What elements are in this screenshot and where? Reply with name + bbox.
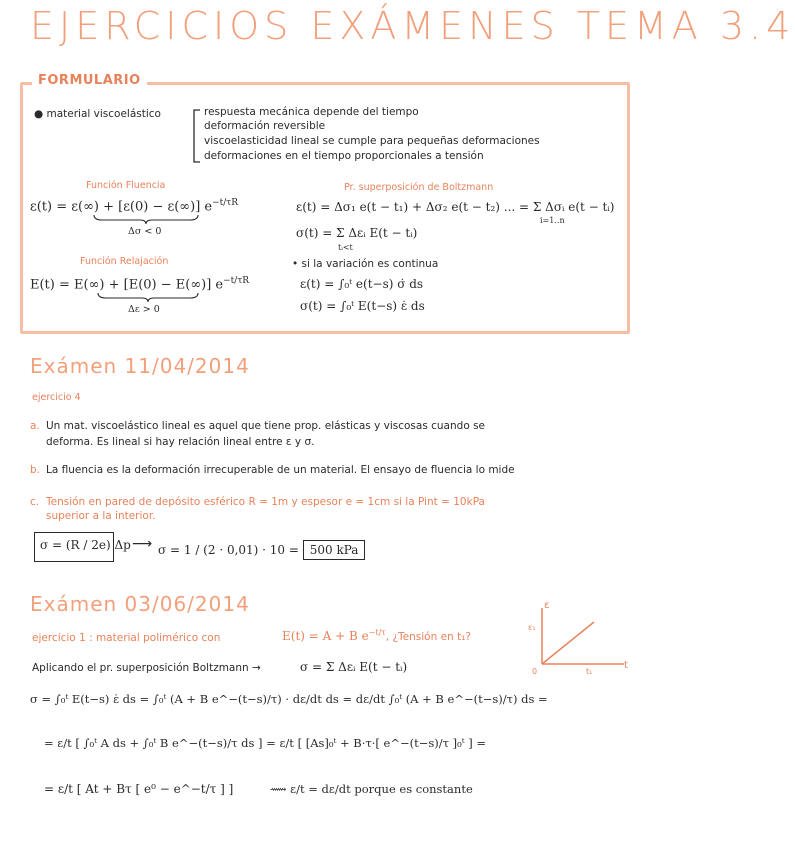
graph-y-tick: ε₁ bbox=[528, 623, 536, 632]
material-prop: viscoelasticidad lineal se cumple para pequeñas deformaciones bbox=[204, 135, 540, 147]
examen2-law: E(t) = A + B $e^{-t/\tau}$, ¿Tensión en t₁? bbox=[282, 628, 471, 643]
derivation-line-3: = ε/t [ At + Bτ [ e⁰ − e^−t/τ ] ] bbox=[44, 782, 234, 796]
fluencia-title: Función Fluencia bbox=[86, 180, 166, 191]
fluencia-condition: Δσ < 0 bbox=[128, 226, 162, 237]
material-prop: deformaciones en el tiempo proporcionales a tensión bbox=[204, 150, 484, 162]
relajacion-condition: Δε > 0 bbox=[128, 304, 160, 315]
boltzmann-eq2-limits: tᵢ<t bbox=[338, 243, 353, 252]
derivation-line-2: = ε/t [ ∫₀ᵗ A ds + ∫₀ᵗ B e^−(t−s)/τ ds ] = ε/t [ [As]₀ᵗ + B·τ·[ e^−(t−s)/τ ]₀ᵗ ] = bbox=[44, 736, 487, 750]
graph-y-label: ε bbox=[544, 600, 550, 611]
c-calc: σ = 1 / (2 · 0,01) · 10 = 500 kPa bbox=[158, 540, 365, 560]
continua-label: • si la variación es continua bbox=[292, 258, 439, 270]
strain-line bbox=[542, 622, 594, 664]
item-a-text: deforma. Es lineal si hay relación lineal entre ε y σ. bbox=[46, 436, 315, 448]
examen2-heading: Exámen 03/06/2014 bbox=[30, 592, 250, 616]
c-formula: σ = (R / 2e) Δp bbox=[40, 538, 131, 552]
relajacion-equation: E(t) = E(∞) + [E(0) − E(∞)] $e^{-t/\tau R}$ bbox=[30, 276, 250, 293]
derivation-note: ⟿ ε/t = dε/dt porque es constante bbox=[270, 782, 473, 796]
item-a-label: a. bbox=[30, 420, 40, 432]
derivation-line-1: σ = ∫₀ᵗ E(t−s) ε̇ ds = ∫₀ᵗ (A + B e^−(t−s)/τ) · dε/dt ds = dε/dt ∫₀ᵗ (A + B e^−(t−s)/τ) ds = bbox=[30, 692, 548, 706]
item-b-label: b. bbox=[30, 464, 41, 476]
item-c-text: Tensión en pared de depósito esférico R = 1m y espesor e = 1cm si la Pint = 10kPa bbox=[46, 496, 485, 508]
aplicando-equation: σ = Σ Δεᵢ E(t − tᵢ) bbox=[300, 660, 408, 674]
examen2-ejercicio: ejercicio 1 : material polimérico con bbox=[32, 632, 221, 644]
relajacion-title: Función Relajación bbox=[80, 256, 169, 267]
item-a-text: Un mat. viscoelástico lineal es aquel que tiene prop. elásticas y viscosas cuando se bbox=[46, 420, 486, 432]
formulario-label: FORMULARIO bbox=[32, 73, 147, 88]
underbrace-icon bbox=[92, 214, 200, 224]
examen1-heading: Exámen 11/04/2014 bbox=[30, 354, 250, 378]
graph-origin: 0 bbox=[532, 667, 538, 676]
underbrace-icon bbox=[96, 292, 200, 302]
c-result: 500 kPa bbox=[303, 540, 366, 560]
arrow-icon: ⟶ bbox=[132, 536, 153, 552]
brace-icon bbox=[188, 108, 202, 164]
boltzmann-eq2: σ(t) = Σ Δεᵢ E(t − tᵢ) bbox=[296, 226, 418, 240]
boltzmann-title: Pr. superposición de Boltzmann bbox=[344, 182, 494, 193]
boltzmann-sum-limits: i=1..n bbox=[540, 216, 565, 225]
examen1-ejercicio: ejercicio 4 bbox=[32, 392, 81, 403]
graph-x-tick: t₁ bbox=[586, 667, 593, 676]
continua-eq1: ε(t) = ∫₀ᵗ e(t−s) σ̇ ds bbox=[300, 277, 424, 291]
page-title: EJERCICIOS EXÁMENES TEMA 3.4 bbox=[30, 4, 795, 48]
item-c-label: c. bbox=[30, 496, 40, 508]
material-prop: deformación reversible bbox=[204, 120, 326, 132]
item-b-text: La fluencia es la deformación irrecuperable de un material. El ensayo de fluencia lo mide bbox=[46, 464, 515, 476]
material-label: ● material viscoelástico bbox=[34, 108, 161, 120]
graph-x-label: t bbox=[624, 660, 628, 671]
fluencia-equation: ε(t) = ε(∞) + [ε(0) − ε(∞)] $e^{-t/\tau R}$ bbox=[30, 198, 239, 215]
continua-eq2: σ(t) = ∫₀ᵗ E(t−s) ε̇ ds bbox=[300, 299, 425, 313]
strain-time-graph bbox=[528, 598, 632, 676]
boltzmann-eq1: ε(t) = Δσ₁ e(t − t₁) + Δσ₂ e(t − t₂) ... = Σ Δσᵢ e(t − tᵢ) bbox=[296, 200, 615, 214]
item-c-text: superior a la interior. bbox=[46, 510, 156, 522]
aplicando-text: Aplicando el pr. superposición Boltzmann → bbox=[32, 662, 261, 674]
material-prop: respuesta mecánica depende del tiempo bbox=[204, 106, 419, 118]
